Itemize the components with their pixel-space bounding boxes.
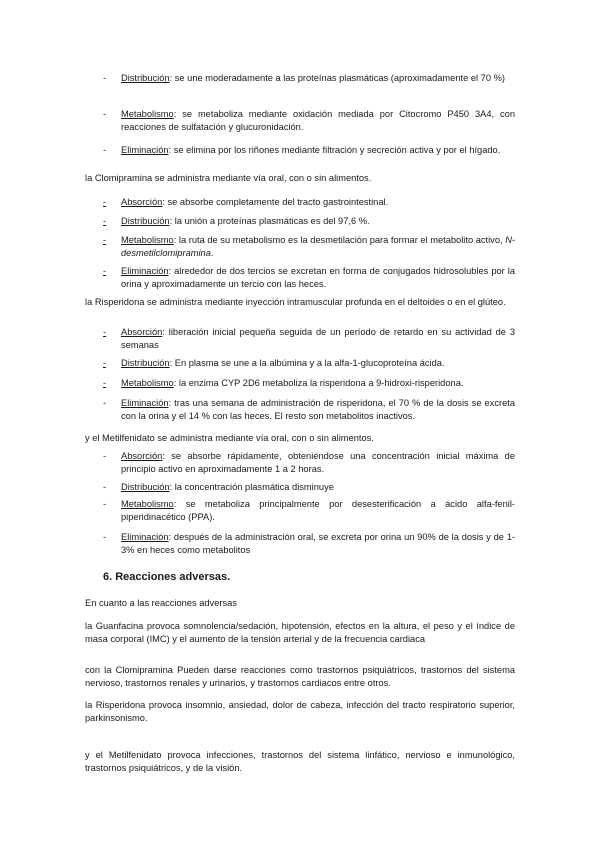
section-heading: 6. Reacciones adversas.: [103, 571, 231, 583]
list-item: - Metabolismo: se metaboliza mediante oxidación mediada por Citocromo P450 3A4, con reacciones de sulfatación y glucuronidación.: [103, 109, 515, 132]
item-text: : liberación inicial pequeña seguida de un período de retardo en su actividad de 3 semanas: [121, 327, 515, 350]
item-label: Absorción: [121, 451, 163, 461]
drug-intro: [85, 172, 515, 185]
list-item: - Metabolismo: la enzima CYP 2D6 metaboliza la risperidona a 9-hidroxi-risperidona.: [103, 378, 464, 388]
item-label: Absorción: [121, 327, 163, 337]
list-item: - Metabolismo: se metaboliza principalmente por desesterificación a ácido alfa-fenil-piperidinacético (PPA).: [103, 499, 515, 522]
item-label: Metabolismo: [121, 109, 174, 119]
item-text: : se metaboliza principalmente por desesterificación a ácido alfa-fenil-piperidinacético (PPA).: [121, 499, 515, 522]
item-label: Distribución: [121, 216, 170, 226]
paragraph: con la Clomipramina Pueden darse reacciones como trastornos psiquiátricos, trastornos del sistema nervioso, trastornos renales y urinarios, y trastornos cardiacos entre otros.: [85, 665, 515, 688]
item-text: : se elimina por los riñones mediante filtración y secreción activa y por el hígado.: [168, 145, 501, 155]
item-text: : En plasma se une a la albúmina y a la alfa-1-glucoproteína ácida.: [169, 358, 445, 368]
list-item: - Absorción: se absorbe completamente del tracto gastrointestinal.: [103, 197, 389, 207]
list-item: - Eliminación: alrededor de dos tercios se excretan en forma de conjugados hidrosolubles por la orina y aproximadamente un tercio con las heces.: [103, 266, 515, 289]
item-label: Distribución: [121, 73, 170, 83]
item-label: Eliminación: [121, 266, 169, 276]
item-text: : alrededor de dos tercios se excretan en forma de conjugados hidrosolubles por la orina y aproximadamente un tercio con las heces.: [121, 266, 515, 289]
item-label: Metabolismo: [121, 235, 174, 245]
item-label: Metabolismo: [121, 378, 174, 388]
item-text: : la enzima CYP 2D6 metaboliza la risperidona a 9-hidroxi-risperidona.: [173, 378, 464, 388]
item-text: : se metaboliza mediante oxidación mediada por Citocromo P450 3A4, con reacciones de sulfatación y glucuronidación.: [121, 109, 515, 132]
list-item: - Distribución: la concentración plasmática disminuye: [103, 482, 334, 492]
item-label: Distribución: [121, 358, 170, 368]
list-item: - Eliminación: después de la administración oral, se excreta por orina un 90% de la dosis y de 1-3% en heces como metabolitos: [103, 532, 515, 555]
item-text: : la ruta de su metabolismo es la desmetilación para formar el metabolito activo,: [173, 235, 506, 245]
drug-name: la Clomipramina: [85, 173, 153, 183]
drug-intro: [85, 296, 515, 309]
item-after: .: [210, 247, 214, 258]
drug-name: la Risperidona: [85, 297, 145, 307]
drug-intro-text: se administra mediante inyección intramuscular profunda en el deltoides o en el glúteo.: [144, 297, 506, 307]
item-text: : la unión a proteínas plasmáticas es del 97,6 %.: [169, 216, 370, 226]
drug-intro: [85, 432, 515, 445]
list-item: - Eliminación: tras una semana de administración de risperidona, el 70 % de la dosis se excreta con la orina y el 14 % con las heces. El resto son metabolitos inactivos.: [103, 398, 515, 421]
item-text: : se absorbe completamente del tracto gastrointestinal.: [162, 197, 389, 207]
item-label: Eliminación: [121, 398, 169, 408]
drug-intro-text: se administra mediante vía oral, con o sin alimentos.: [152, 173, 372, 183]
item-text: : se une moderadamente a las proteínas plasmáticas (aproximadamente el 70 %): [169, 73, 505, 83]
item-label: Absorción: [121, 197, 163, 207]
list-item: - Eliminación: se elimina por los riñones mediante filtración y secreción activa y por el hígado.: [103, 145, 501, 155]
item-label: Eliminación: [121, 145, 169, 155]
item-text: : después de la administración oral, se excreta por orina un 90% de la dosis y de 1-3% en heces como metabolitos: [121, 532, 515, 555]
item-text: : la concentración plasmática disminuye: [169, 482, 334, 492]
list-item: - Absorción: se absorbe rápidamente, obteniéndose una concentración inicial máxima de principio activo en aproximadamente 1 a 2 horas.: [103, 451, 515, 474]
list-item: - Absorción: liberación inicial pequeña seguida de un período de retardo en su actividad de 3 semanas: [103, 327, 515, 350]
paragraph: la Risperidona provoca insomnio, ansiedad, dolor de cabeza, infección del tracto respiratorio superior, parkinsonismo.: [85, 700, 515, 723]
drug-name: y el Metilfenidato: [85, 433, 155, 443]
list-item: - Distribución: la unión a proteínas plasmáticas es del 97,6 %.: [103, 216, 370, 226]
paragraph: y el Metilfenidato provoca infecciones, trastornos del sistema linfático, nervioso e inmunológico, trastornos psiquiátricos, y de la visión.: [85, 750, 515, 773]
item-label: Distribución: [121, 482, 170, 492]
drug-intro-text: se administra mediante vía oral, con o sin alimentos.: [154, 433, 374, 443]
item-label: Eliminación: [121, 532, 169, 542]
paragraph: la Guanfacina provoca somnolencia/sedación, hipotensión, efectos en la altura, el peso y el índice de masa corporal (IMC) y el aumento de la tensión arterial y de la frecuencia cardiaca: [85, 621, 515, 644]
item-text: : tras una semana de administración de risperidona, el 70 % de la dosis se excreta con la orina y el 14 % con las heces. El resto son metabolitos inactivos.: [121, 398, 515, 421]
list-item: - Distribución: En plasma se une a la albúmina y a la alfa-1-glucoproteína ácida.: [103, 358, 445, 368]
item-label: Metabolismo: [121, 499, 174, 509]
list-item: - Metabolismo: la ruta de su metabolismo es la desmetilación para formar el metabolito activo, N-desmetilclomipramina.: [103, 235, 515, 258]
item-italic: N-desmetilclomipramina: [121, 235, 515, 258]
list-item: - Distribución: se une moderadamente a las proteínas plasmáticas (aproximadamente el 70 %): [103, 73, 505, 83]
item-text: : se absorbe rápidamente, obteniéndose una concentración inicial máxima de principio activo en aproximadamente 1 a 2 horas.: [121, 451, 515, 474]
section-intro: En cuanto a las reacciones adversas: [85, 598, 237, 608]
